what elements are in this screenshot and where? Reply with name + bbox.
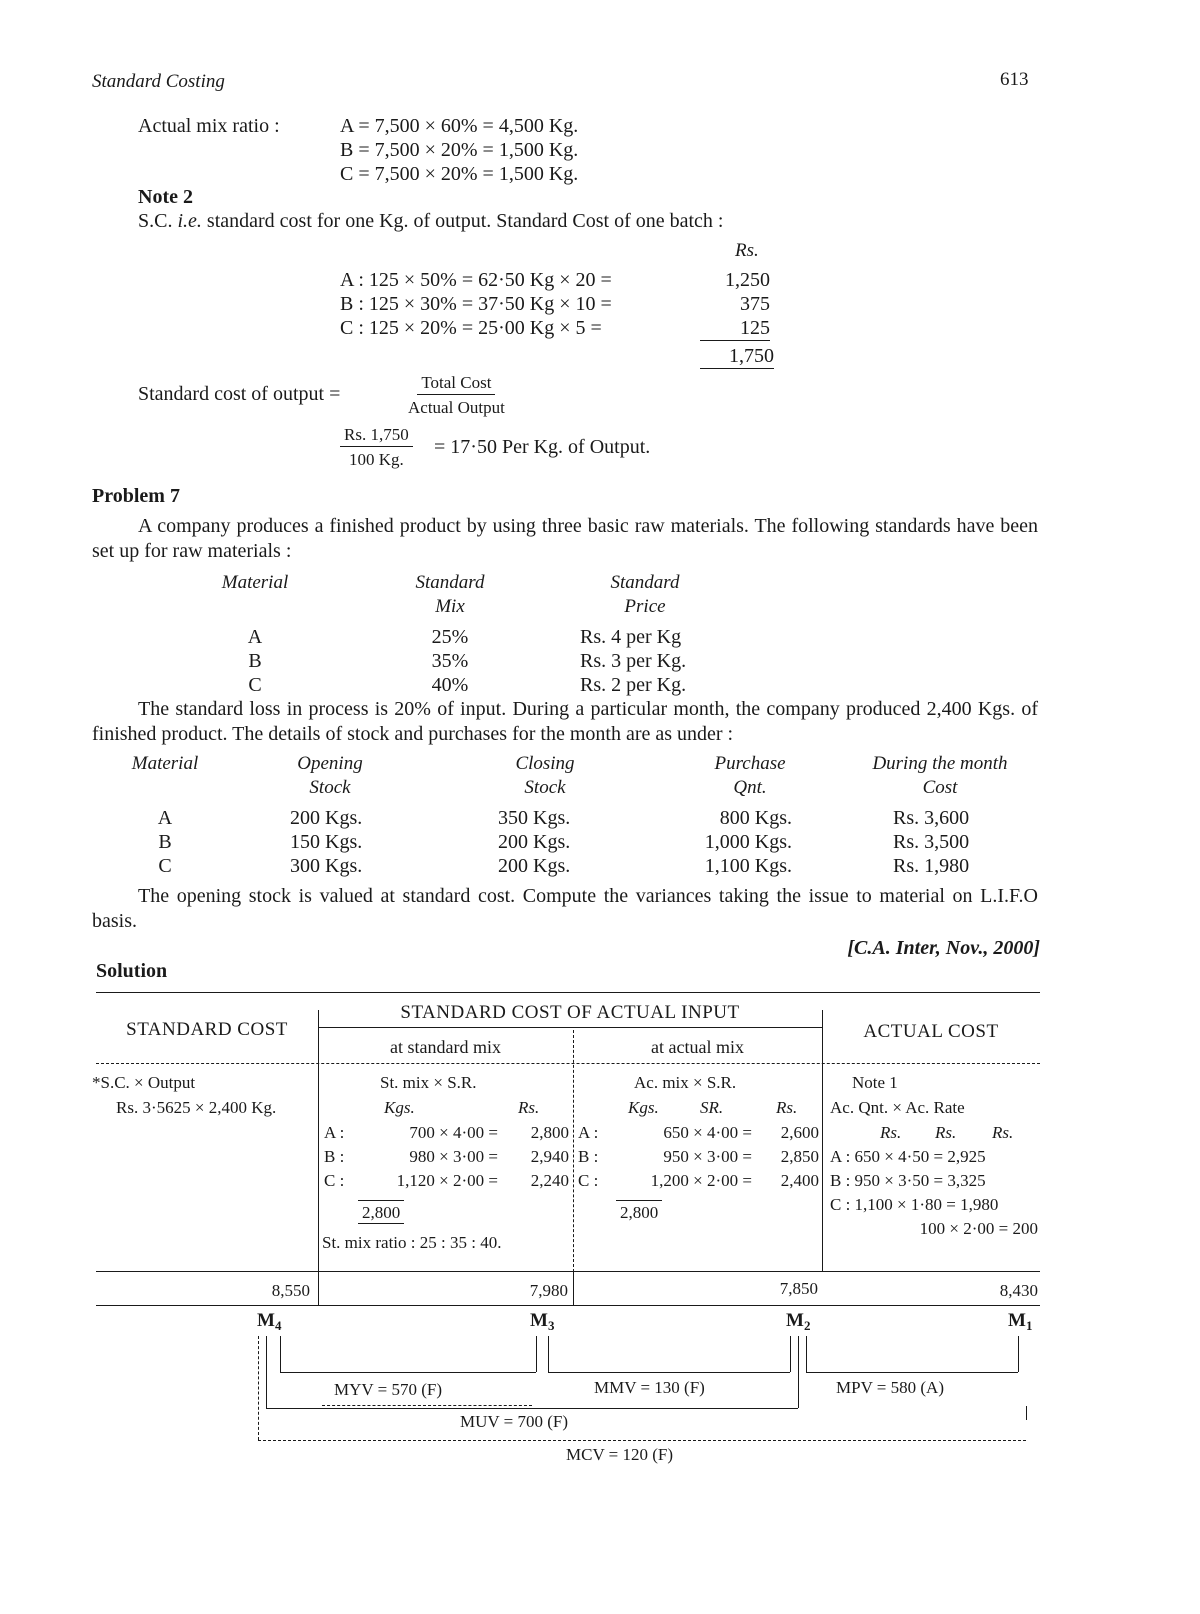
bracket-mpv-left [806,1336,807,1372]
label-myv-rule [322,1405,532,1406]
stock-row-a-purchase: 800 Kgs. [719,807,792,829]
label-mmv: MMV = 130 (F) [594,1378,705,1397]
stock-row-a-material: A [157,807,173,829]
label-mpv: MPV = 580 (A) [836,1378,944,1397]
bracket-muv-left [266,1336,267,1408]
note2-text-post: standard cost for one Kg. of output. Standard Cost of one batch : [201,210,724,232]
std-row-b-material: B [248,650,262,672]
marker-m1-sub: 1 [1025,1318,1033,1333]
scoai-underline [318,1027,822,1028]
stock-row-c-opening: 300 Kgs. [290,855,363,877]
std-header-mix-1: Standard [415,572,485,593]
col1-line-1: *S.C. × Output [92,1073,196,1092]
col4-row-b: B : 950 × 3·50 = 3,325 [830,1171,986,1190]
bracket-myv-right [536,1336,537,1372]
col2-total-qty: 2,800 [358,1200,404,1224]
fraction2-numerator: Rs. 1,750 [340,426,413,447]
col-actual-cost-title: ACTUAL COST [863,1021,999,1042]
column-divider-2 [573,1030,574,1272]
col2-mix-ratio: St. mix ratio : 25 : 35 : 40. [322,1233,502,1252]
col2-row-b-label: B : [324,1147,345,1166]
actual-mix-line-b: B = 7,500 × 20% = 1,500 Kg. [340,139,579,161]
col3-row-a-label: A : [578,1123,599,1142]
stock-header-during-1: During the month [872,753,1008,774]
citation: [C.A. Inter, Nov., 2000] [847,937,1040,959]
total-standard-mix: 7,980 [529,1281,568,1300]
column-divider-3 [822,1010,823,1272]
col3-row-a-amount: 2,600 [780,1123,819,1142]
col3-head: Ac. mix × S.R. [634,1073,737,1092]
problem-paragraph-3: The opening stock is valued at standard cost. Compute the variances taking the issue to material on L.I.F.O basis. [92,885,1038,932]
standard-cost-result: = 17·50 Per Kg. of Output. [434,436,651,458]
note2-row-b-amount: 375 [740,293,770,315]
std-header-price-1: Standard [610,572,680,593]
col-scoai-title: STANDARD COST OF ACTUAL INPUT [400,1002,740,1023]
total-actual-cost: 8,430 [999,1281,1038,1300]
std-row-b-mix: 35% [431,650,469,672]
std-row-c-material: C [248,674,262,696]
label-mcv: MCV = 120 (F) [566,1445,674,1464]
col4-rs-label-2: Rs. [935,1123,957,1142]
note2-row-c-amount: 125 [700,318,770,341]
marker-m3-letter: M [530,1310,548,1331]
bracket-mmv-left [548,1336,549,1372]
actual-mix-label: Actual mix ratio : [138,115,280,137]
running-title: Standard Costing [92,71,225,92]
note2-rs-label: Rs. [735,240,759,261]
stock-header-during-2: Cost [922,777,958,798]
note2-row-b-expr: B : 125 × 30% = 37·50 Kg × 10 = [340,293,612,315]
marker-m2-letter: M [786,1310,804,1331]
note2-row-c-expr: C : 125 × 20% = 25·00 Kg × 5 = [340,317,602,339]
fraction2-denominator: 100 Kg. [348,450,404,469]
col3-row-c-expr: 1,200 × 2·00 = [650,1171,752,1190]
col2-row-a-amount: 2,800 [530,1123,569,1142]
col4-note: Note 1 [852,1073,898,1092]
std-header-price-2: Price [624,596,666,617]
col3-row-c-label: C : [578,1171,599,1190]
stock-header-purchase-2: Qnt. [733,777,767,798]
marker-m4-sub: 4 [274,1318,282,1333]
bracket-mmv-base [548,1372,790,1373]
col-standard-mix-subtitle: at standard mix [390,1037,501,1057]
note2-heading: Note 2 [138,186,193,208]
fraction-cost-per-kg [340,426,413,468]
note2-text-pre: S.C. [138,210,178,232]
col2-row-c-amount: 2,240 [530,1171,569,1190]
std-row-c-mix: 40% [431,674,469,696]
stock-row-a-opening: 200 Kgs. [290,807,363,829]
bracket-muv-right [798,1336,799,1408]
col2-head: St. mix × S.R. [380,1073,477,1092]
stock-row-b-closing: 200 Kgs. [498,831,571,853]
bracket-mcv-right [1026,1406,1027,1420]
totals-top-rule [96,1271,1040,1272]
col3-row-b-expr: 950 × 3·00 = [663,1147,752,1166]
marker-m4 [257,1311,281,1332]
stock-row-c-purchase: 1,100 Kgs. [704,855,792,877]
note2-row-a-expr: A : 125 × 50% = 62·50 Kg × 20 = [340,269,612,291]
bracket-mmv-right [790,1336,791,1372]
note2-text-ie: i.e. [177,210,202,232]
stock-row-b-purchase: 1,000 Kgs. [704,831,792,853]
marker-m2-sub: 2 [803,1318,811,1333]
standard-cost-output-label: Standard cost of output = [138,383,341,405]
label-muv: MUV = 700 (F) [460,1412,568,1431]
col-actual-mix-subtitle: at actual mix [651,1037,744,1057]
note2-text [138,211,723,231]
stock-row-c-cost: Rs. 1,980 [893,855,970,877]
solution-heading: Solution [96,960,168,982]
col3-row-c-amount: 2,400 [780,1171,819,1190]
page-number: 613 [1000,69,1029,90]
bracket-mcv-base [258,1440,1026,1441]
marker-m3-sub: 3 [547,1318,555,1333]
col3-row-a-expr: 650 × 4·00 = [663,1123,752,1142]
col2-row-a-label: A : [324,1123,345,1142]
bracket-mpv-base [806,1372,1018,1373]
stock-header-closing-1: Closing [515,753,575,774]
bracket-myv-base [280,1372,536,1373]
marker-m3 [530,1311,554,1332]
std-row-a-material: A [247,626,263,648]
bracket-mpv-right [1018,1336,1019,1372]
stock-row-b-opening: 150 Kgs. [290,831,363,853]
stock-header-purchase-1: Purchase [714,753,786,774]
solution-top-rule [96,992,1040,993]
col1-line-2: Rs. 3·5625 × 2,400 Kg. [116,1098,277,1117]
col2-row-a-expr: 700 × 4·00 = [409,1123,498,1142]
header-bottom-rule [96,1063,1040,1064]
std-row-b-price: Rs. 3 per Kg. [580,650,687,672]
col2-row-c-expr: 1,120 × 2·00 = [396,1171,498,1190]
actual-mix-line-a: A = 7,500 × 60% = 4,500 Kg. [340,115,579,137]
col2-rs-label: Rs. [518,1098,540,1117]
stock-row-c-material: C [158,855,172,877]
col-standard-cost-title: STANDARD COST [126,1019,288,1040]
total-standard-cost: 8,550 [271,1281,310,1300]
totals-bottom-rule [96,1305,1040,1306]
note2-row-a-amount: 1,250 [725,269,770,291]
totals-divider-1 [318,1272,319,1306]
col3-sr-label: SR. [700,1098,724,1117]
marker-m4-letter: M [257,1310,275,1331]
stock-header-opening-2: Stock [309,777,351,798]
problem-intro: A company produces a finished product by using three basic raw materials. The following standards have been set up for raw materials : [92,515,1038,562]
bracket-muv-base [266,1408,798,1409]
col4-rs-label-1: Rs. [880,1123,902,1142]
col2-row-b-expr: 980 × 3·00 = [409,1147,498,1166]
col3-row-b-amount: 2,850 [780,1147,819,1166]
fraction1-denominator: Actual Output [408,398,505,417]
std-row-a-price: Rs. 4 per Kg [580,626,682,648]
std-header-material: Material [221,572,289,593]
std-row-c-price: Rs. 2 per Kg. [580,674,687,696]
stock-header-opening-1: Opening [297,753,363,774]
stock-row-b-material: B [158,831,172,853]
col3-row-b-label: B : [578,1147,599,1166]
note2-total: 1,750 [700,346,774,369]
col4-row-a: A : 650 × 4·50 = 2,925 [830,1147,986,1166]
actual-mix-line-c: C = 7,500 × 20% = 1,500 Kg. [340,163,579,185]
label-myv: MYV = 570 (F) [334,1380,442,1399]
col3-rs-label: Rs. [776,1098,798,1117]
col4-rs-label-3: Rs. [992,1123,1014,1142]
col2-kgs-label: Kgs. [384,1098,415,1117]
marker-m1 [1008,1311,1032,1332]
totals-divider-2 [573,1272,574,1306]
marker-m2 [786,1311,810,1332]
col4-head: Ac. Qnt. × Ac. Rate [830,1098,965,1117]
stock-row-a-closing: 350 Kgs. [498,807,571,829]
stock-header-material: Material [131,753,199,774]
stock-row-b-cost: Rs. 3,500 [893,831,970,853]
total-actual-mix: 7,850 [779,1279,818,1298]
problem-heading: Problem 7 [92,485,180,507]
col2-row-b-amount: 2,940 [530,1147,569,1166]
bracket-mcv-left [258,1336,259,1440]
fraction-total-cost-over-actual-output [408,374,505,416]
col2-row-c-label: C : [324,1171,345,1190]
stock-row-c-closing: 200 Kgs. [498,855,571,877]
col4-row-d: 100 × 2·00 = 200 [919,1219,1038,1238]
col4-row-c: C : 1,100 × 1·80 = 1,980 [830,1195,999,1214]
std-header-mix-2: Mix [435,596,465,617]
col3-kgs-label: Kgs. [628,1098,659,1117]
marker-m1-letter: M [1008,1310,1026,1331]
col3-total-qty: 2,800 [616,1200,662,1223]
stock-row-a-cost: Rs. 3,600 [893,807,970,829]
stock-header-closing-2: Stock [524,777,566,798]
std-row-a-mix: 25% [431,626,469,648]
problem-paragraph-2: The standard loss in process is 20% of input. During a particular month, the company produced 2,400 Kgs. of finished product. The details of stock and purchases for the month are as under : [92,698,1038,745]
fraction1-numerator: Total Cost [417,374,495,395]
bracket-myv-left [280,1336,281,1372]
